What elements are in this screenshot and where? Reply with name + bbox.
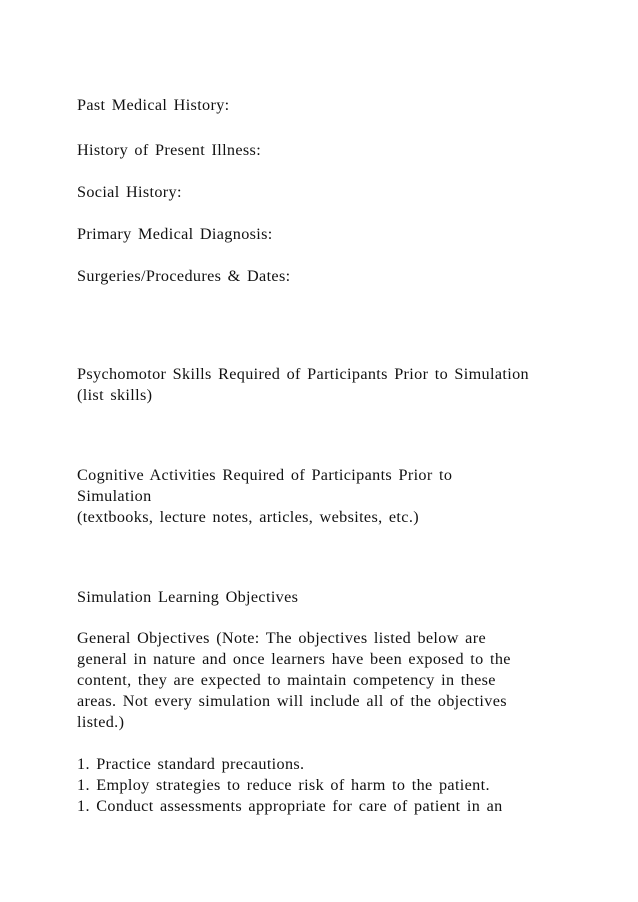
objective-list-item: 1. Practice standard precautions. bbox=[77, 755, 305, 773]
objective-list-item: 1. Conduct assessments appropriate for care of patient in an bbox=[77, 797, 503, 815]
surgeries-procedures-label: Surgeries/Procedures & Dates: bbox=[77, 267, 291, 285]
cognitive-heading-continued: Simulation bbox=[77, 487, 152, 505]
social-history-label: Social History: bbox=[77, 183, 182, 201]
general-objectives-line: General Objectives (Note: The objectives listed below are bbox=[77, 629, 486, 647]
past-medical-history-label: Past Medical History: bbox=[77, 96, 230, 114]
psychomotor-heading: Psychomotor Skills Required of Participants Prior to Simulation bbox=[77, 365, 529, 383]
cognitive-heading: Cognitive Activities Required of Participants Prior to bbox=[77, 466, 453, 484]
general-objectives-line: general in nature and once learners have been exposed to the bbox=[77, 650, 511, 668]
objective-list-item: 1. Employ strategies to reduce risk of harm to the patient. bbox=[77, 776, 490, 794]
objectives-heading: Simulation Learning Objectives bbox=[77, 588, 299, 606]
general-objectives-line: areas. Not every simulation will include all of the objectives bbox=[77, 692, 507, 710]
cognitive-subtext: (textbooks, lecture notes, articles, websites, etc.) bbox=[77, 508, 419, 526]
history-present-illness-label: History of Present Illness: bbox=[77, 141, 262, 159]
general-objectives-line: listed.) bbox=[77, 713, 125, 731]
general-objectives-line: content, they are expected to maintain competency in these bbox=[77, 671, 496, 689]
psychomotor-subtext: (list skills) bbox=[77, 386, 153, 404]
primary-diagnosis-label: Primary Medical Diagnosis: bbox=[77, 225, 273, 243]
